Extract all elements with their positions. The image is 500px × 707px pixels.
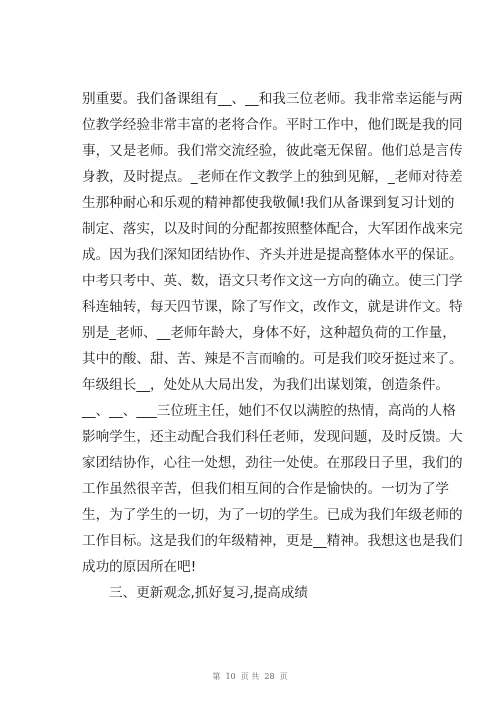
paragraph-line: 身教，及时提点。_老师在作文教学上的独到见解，_老师对待差 [82, 169, 463, 185]
paragraph-line: 科连轴转，每天四节课，除了写作文，改作文，就是讲作文。特 [82, 299, 463, 315]
paragraph-line: 别是_老师、__老师年龄大，身体不好，这种超负荷的工作量， [82, 325, 456, 341]
paragraph-line: 事，又是老师。我们常交流经验，彼此毫无保留。他们总是言传 [82, 143, 463, 159]
paragraph-line: 成功的原因所在吧! [82, 559, 197, 575]
paragraph-line: 影响学生，还主动配合我们科任老师，发现问题，及时反馈。大 [82, 429, 463, 445]
paragraph-line: 生，为了学生的一切，为了一切的学生。已成为我们年级老师的 [82, 507, 463, 523]
paragraph-line: __、__、___三位班主任，她们不仅以满腔的热情，高尚的人格 [82, 403, 456, 419]
body-text [82, 86, 463, 606]
paragraph-line: 别重要。我们备课组有__、__和我三位老师。我非常幸运能与两 [82, 91, 463, 107]
section-heading: 三、更新观念,抓好复习,提高成绩 [109, 585, 308, 601]
paragraph-line: 其中的酸、甜、苦、辣是不言而喻的。可是我们咬牙挺过来了。 [82, 351, 463, 367]
paragraph-line: 工作目标。这是我们的年级精神，更是__精神。我想这也是我们 [82, 533, 463, 549]
paragraph-line: 年级组长__，处处从大局出发，为我们出谋划策，创造条件。 [82, 377, 450, 393]
paragraph-line: 家团结协作，心往一处想，劲往一处使。在那段日子里，我们的 [82, 455, 463, 471]
paragraph-line: 生那种耐心和乐观的精神都使我敬佩!我们从备课到复习计划的 [82, 195, 455, 211]
page-number-footer: 第 10 页 共 28 页 [212, 672, 288, 681]
paragraph-line: 工作虽然很辛苦，但我们相互间的合作是愉快的。一切为了学 [82, 481, 450, 497]
paragraph-line: 位教学经验非常丰富的老将合作。平时工作中，他们既是我的同 [82, 117, 463, 133]
paragraph-line: 成。因为我们深知团结协作、齐头并进是提高整体水平的保证。 [82, 247, 463, 263]
paragraph-line: 制定、落实，以及时间的分配都按照整体配合，大军团作战来完 [82, 221, 463, 237]
paragraph-line: 中考只考中、英、数，语文只考作文这一方向的确立。使三门学 [82, 273, 463, 289]
